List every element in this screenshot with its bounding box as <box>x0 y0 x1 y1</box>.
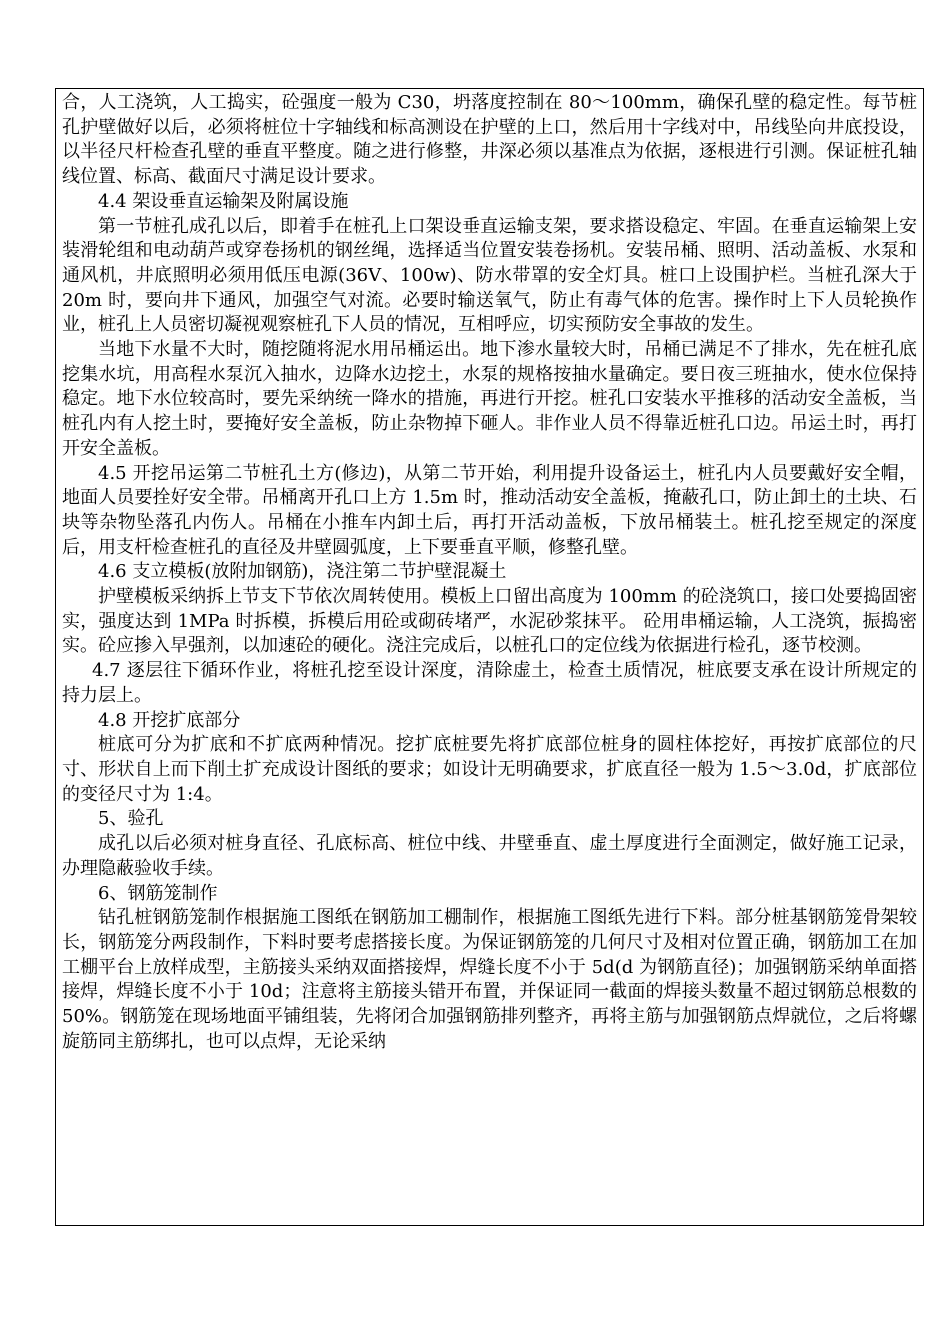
paragraph-vertical-transport: 第一节桩孔成孔以后，即着手在桩孔上口架设垂直运输支架，要求搭设稳定、牢固。在垂直运输架上安装滑轮组和电动葫芦或穿卷扬机的钢丝绳，选择适当位置安装卷扬机。安装吊桶、照明、活动盖板、水泵和通风机，井底照明必须用低压电源(36V、100w)、防水带罩的安全灯具。桩口上设围护栏。当桩孔深大于 20m 时，要向井下通风，加强空气对流。必要时输送氧气，防止有毒气体的危害。操作时上下人员轮换作业，桩孔上人员密切凝视观察桩孔下人员的情况，互相呼应，切实预防安全事故的发生。 <box>62 215 917 336</box>
paragraph-continuation: 合，人工浇筑，人工捣实，砼强度一般为 C30，坍落度控制在 80～100mm，确保孔壁的稳定性。每节桩孔护壁做好以后，必须将桩位十字轴线和标高测设在护壁的上口，然后用十字线对中，吊线坠向井底投设，以半径尺杆检查孔壁的垂直平整度。随之进行修整，井深必须以基准点为依据，逐根进行引测。保证桩孔轴线位置、标高、截面尺寸满足设计要求。 <box>62 92 917 188</box>
paragraph-rebar-cage: 钻孔桩钢筋笼制作根据施工图纸在钢筋加工棚制作，根据施工图纸先进行下料。部分桩基钢筋笼骨架较长，钢筋笼分两段制作，下料时要考虑搭接长度。为保证钢筋笼的几何尺寸及相对位置正确，钢筋加工在加工棚平台上放样成型，主筋接头采纳双面搭接焊，焊缝长度不小于 5d(d 为钢筋直径)；加强钢筋采纳单面搭接焊，焊缝长度不小于 10d；注意将主筋接头错开布置，并保证同一截面的焊接头数量不超过钢筋总根数的 50%。钢筋笼在现场地面平铺组装，先将闭合加强钢筋排列整齐，再将主筋与加强钢筋点焊就位，之后将螺旋筋同主筋绑扎，也可以点焊，无论采纳 <box>62 907 917 1052</box>
section-heading-4-6: 4.6 支立模板(放附加钢筋)，浇注第二节护壁混凝土 <box>98 561 507 583</box>
paragraph-4-5-excavation: 4.5 开挖吊运第二节桩孔土方(修边)，从第二节开始，利用提升设备运土，桩孔内人员要戴好安全帽，地面人员要拴好安全带。吊桶离开孔口上方 1.5m 时，推动活动安全盖板，掩蔽孔口，防止卸土的土块、石块等杂物坠落孔内伤人。吊桶在小推车内卸土后，再打开活动盖板，下放吊桶装土。桩孔挖至规定的深度后，用支杆检查桩孔的直径及井壁圆弧度，上下要垂直平顺，修整孔壁。 <box>62 462 917 558</box>
paragraph-4-7-cycle: 4.7 逐层往下循环作业，将桩孔挖至设计深度，清除虚土，检查土质情况，桩底要支承在设计所规定的持力层上。 <box>62 660 917 706</box>
paragraph-hole-inspection: 成孔以后必须对桩身直径、孔底标高、桩位中线、井壁垂直、虚土厚度进行全面测定，做好施工记录，办理隐蔽验收手续。 <box>62 833 917 879</box>
section-heading-6: 6、钢筋笼制作 <box>98 882 218 904</box>
section-heading-4-8: 4.8 开挖扩底部分 <box>98 709 241 731</box>
document-page <box>55 88 924 1226</box>
section-heading-4-4: 4.4 架设垂直运输架及附属设施 <box>98 190 349 212</box>
section-heading-5: 5、验孔 <box>98 808 164 830</box>
paragraph-groundwater: 当地下水量不大时，随挖随将泥水用吊桶运出。地下渗水量较大时，吊桶已满足不了排水，先在桩孔底挖集水坑，用高程水泵沉入抽水，边降水边挖土，水泵的规格按抽水量确定。要日夜三班抽水，使水位保持稳定。地下水位较高时，要先采纳统一降水的措施，再进行开挖。桩孔口安装水平推移的活动安全盖板，当桩孔内有人挖土时，要掩好安全盖板，防止杂物掉下砸人。非作业人员不得靠近桩孔口边。吊运土时，再打开安全盖板。 <box>62 339 917 459</box>
paragraph-enlarged-base: 桩底可分为扩底和不扩底两种情况。挖扩底桩要先将扩底部位桩身的圆柱体挖好，再按扩底部位的尺寸、形状自上而下削土扩充成设计图纸的要求；如设计无明确要求，扩底直径一般为 1.5～3.0d，扩底部位的变径尺寸为 1:4。 <box>62 734 917 805</box>
paragraph-formwork: 护壁模板采纳拆上节支下节依次周转使用。模板上口留出高度为 100mm 的砼浇筑口，接口处要捣固密实，强度达到 1MPa 时拆模，拆模后用砼或砌砖堵严，水泥砂浆抹平。 砼用串桶运输，人工浇筑，振捣密实。砼应掺入早强剂，以加速砼的硬化。浇注完成后，以桩孔口的定位线为依据进行检孔，逐节校测。 <box>62 586 917 657</box>
